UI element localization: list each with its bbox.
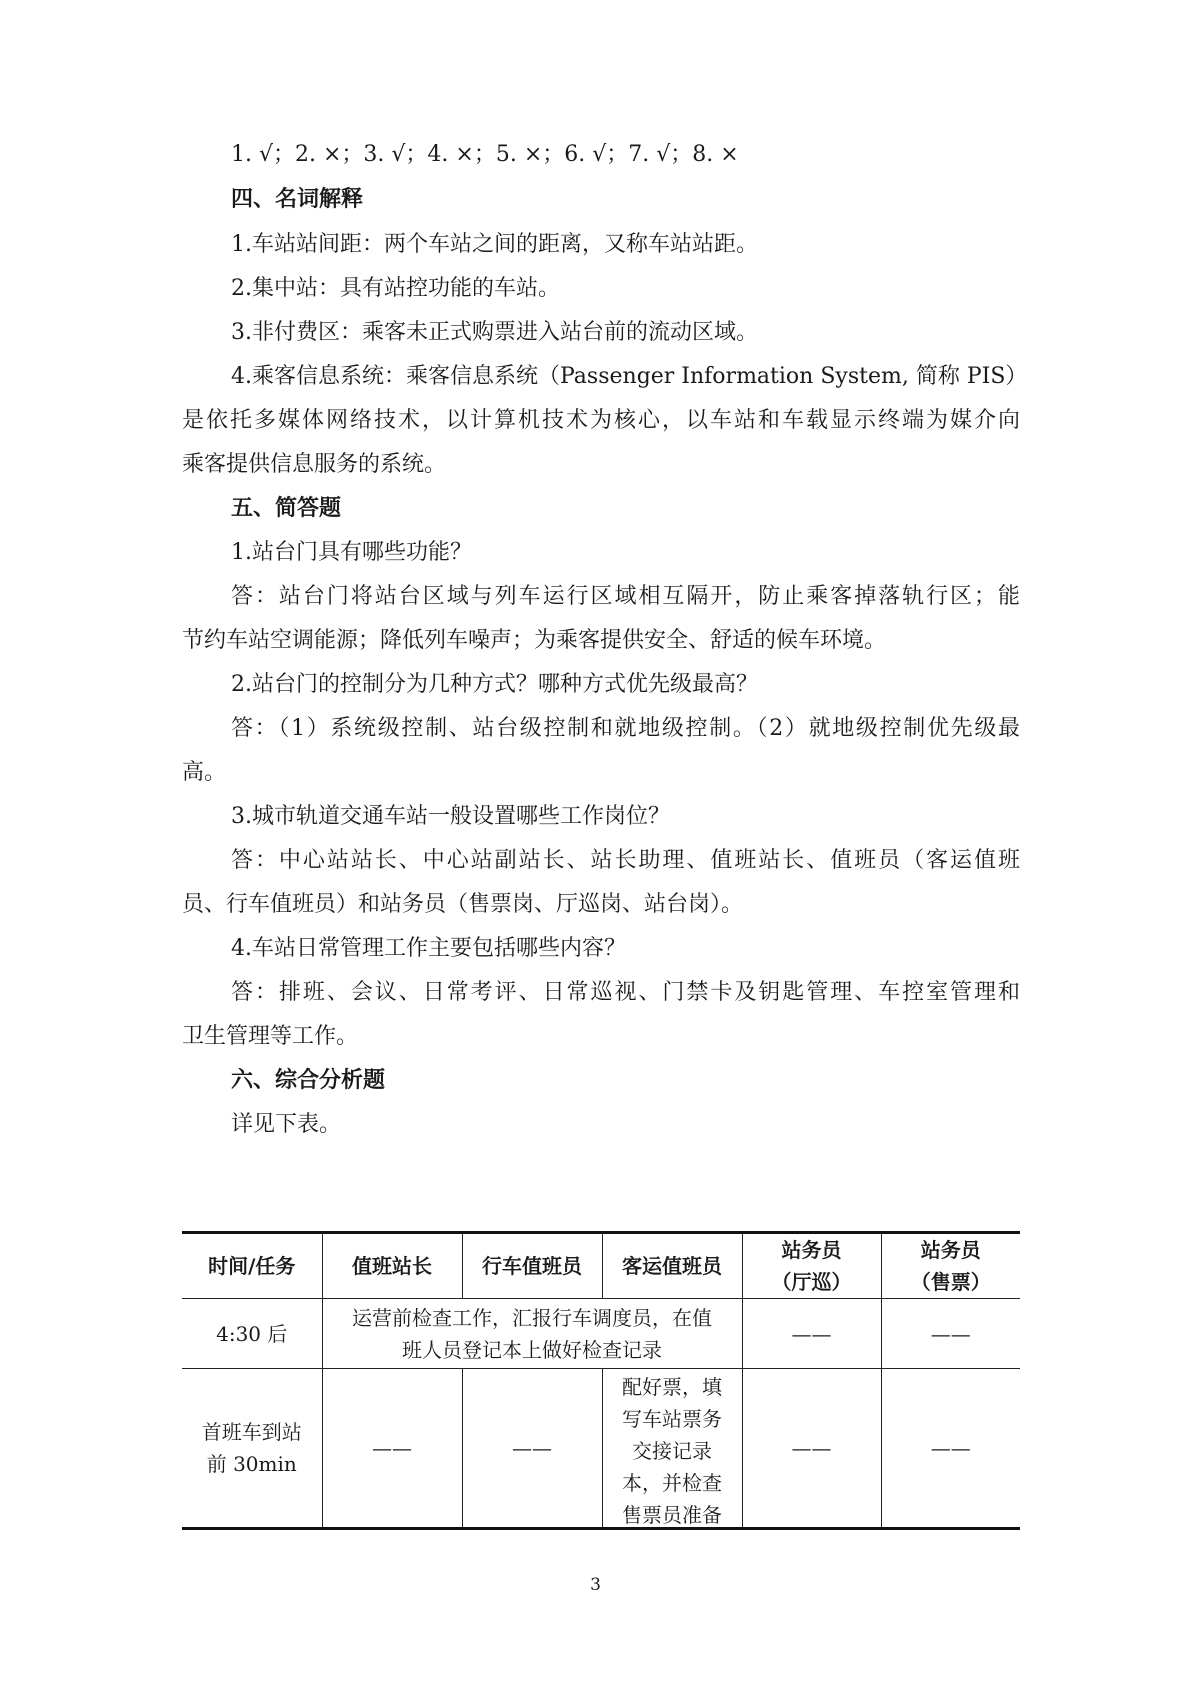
definition-item-4-line3: 乘客提供信息服务的系统。 <box>182 452 447 477</box>
cell-line: 写车站票务 <box>622 1407 722 1431</box>
table-cell-merged <box>322 1299 742 1369</box>
table-header-row <box>182 1233 1020 1299</box>
section6-heading: 六、综合分析题 <box>231 1067 386 1093</box>
header-cell <box>881 1233 1020 1299</box>
table-cell <box>602 1369 742 1529</box>
cell-line: 配好票，填 <box>622 1375 722 1399</box>
answer-2-line1: 答：（1）系统级控制、站台级控制和就地级控制。（2）就地级控制优先级最 <box>231 716 1020 741</box>
table-cell: —— <box>742 1299 881 1369</box>
cell-content <box>607 1369 738 1527</box>
cell-line: 班人员登记本上做好检查记录 <box>402 1337 662 1362</box>
page-number: 3 <box>590 1575 601 1595</box>
cell-line: 运营前检查工作，汇报行车调度员，在值 <box>352 1305 712 1330</box>
header-cell: 行车值班员 <box>462 1233 602 1299</box>
question-4: 4.车站日常管理工作主要包括哪些内容？ <box>231 936 626 961</box>
section4-heading: 四、名词解释 <box>231 186 364 212</box>
definition-item-4-line1: 4.乘客信息系统：乘客信息系统（Passenger Information System, 简称 PIS） <box>231 364 1028 389</box>
table-cell-time <box>182 1369 322 1529</box>
question-1: 1.站台门具有哪些功能？ <box>231 540 472 565</box>
cell-line: 首班车到站 <box>201 1420 302 1444</box>
answer-2-line2: 高。 <box>182 760 227 785</box>
answer-4-line1: 答：排班、会议、日常考评、日常巡视、门禁卡及钥匙管理、车控室管理和 <box>231 980 1020 1005</box>
question-3: 3.城市轨道交通车站一般设置哪些工作岗位？ <box>231 804 670 829</box>
table-cell: —— <box>322 1369 462 1529</box>
duty-table <box>182 1231 1020 1530</box>
section5-heading: 五、简答题 <box>231 495 342 521</box>
header-cell-sub: （厅巡） <box>771 1270 852 1294</box>
definition-item: 1.车站站间距：两个车站之间的距离，又称车站站距。 <box>231 232 758 257</box>
answer-3-line1: 答：中心站站长、中心站副站长、站长助理、值班站长、值班员（客运值班 <box>231 848 1020 873</box>
answer-4-line2: 卫生管理等工作。 <box>182 1024 359 1049</box>
cell-line: 本，并检查 <box>622 1471 722 1495</box>
table-cell: —— <box>462 1369 602 1529</box>
table-row <box>182 1299 1020 1369</box>
header-cell <box>742 1233 881 1299</box>
header-cell-sub: （售票） <box>910 1270 991 1294</box>
table-cell-time: 4:30 后 <box>182 1299 322 1369</box>
table-cell: —— <box>881 1299 1020 1369</box>
definition-item-4-line2: 是依托多媒体网络技术，以计算机技术为核心，以车站和车载显示终端为媒介向 <box>182 408 1020 433</box>
header-cell-title: 站务员 <box>781 1238 842 1262</box>
table-cell: —— <box>742 1369 881 1529</box>
header-cell-title: 站务员 <box>920 1238 981 1262</box>
answer-1-line1: 答：站台门将站台区域与列车运行区域相互隔开，防止乘客掉落轨行区；能 <box>231 584 1020 609</box>
header-cell: 时间/任务 <box>182 1233 322 1299</box>
definition-item: 2.集中站：具有站控功能的车站。 <box>231 276 560 301</box>
header-cell: 值班站长 <box>322 1233 462 1299</box>
answer-1-line2: 节约车站空调能源；降低列车噪声；为乘客提供安全、舒适的候车环境。 <box>182 628 887 653</box>
answers-line: 1. √；2. ×；3. √；4. ×；5. ×；6. √；7. √；8. × <box>231 142 739 167</box>
question-2: 2.站台门的控制分为几种方式？哪种方式优先级最高？ <box>231 672 758 697</box>
table-intro: 详见下表。 <box>231 1112 342 1137</box>
answer-3-line2: 员、行车值班员）和站务员（售票岗、厅巡岗、站台岗）。 <box>182 892 744 917</box>
table-cell: —— <box>881 1369 1020 1529</box>
cell-line: 前 30min <box>206 1452 297 1476</box>
table-row <box>182 1369 1020 1529</box>
cell-line: 交接记录 <box>632 1439 712 1463</box>
definition-item: 3.非付费区：乘客未正式购票进入站台前的流动区域。 <box>231 320 758 345</box>
cell-line: 售票员准备 <box>622 1503 722 1527</box>
header-cell: 客运值班员 <box>602 1233 742 1299</box>
